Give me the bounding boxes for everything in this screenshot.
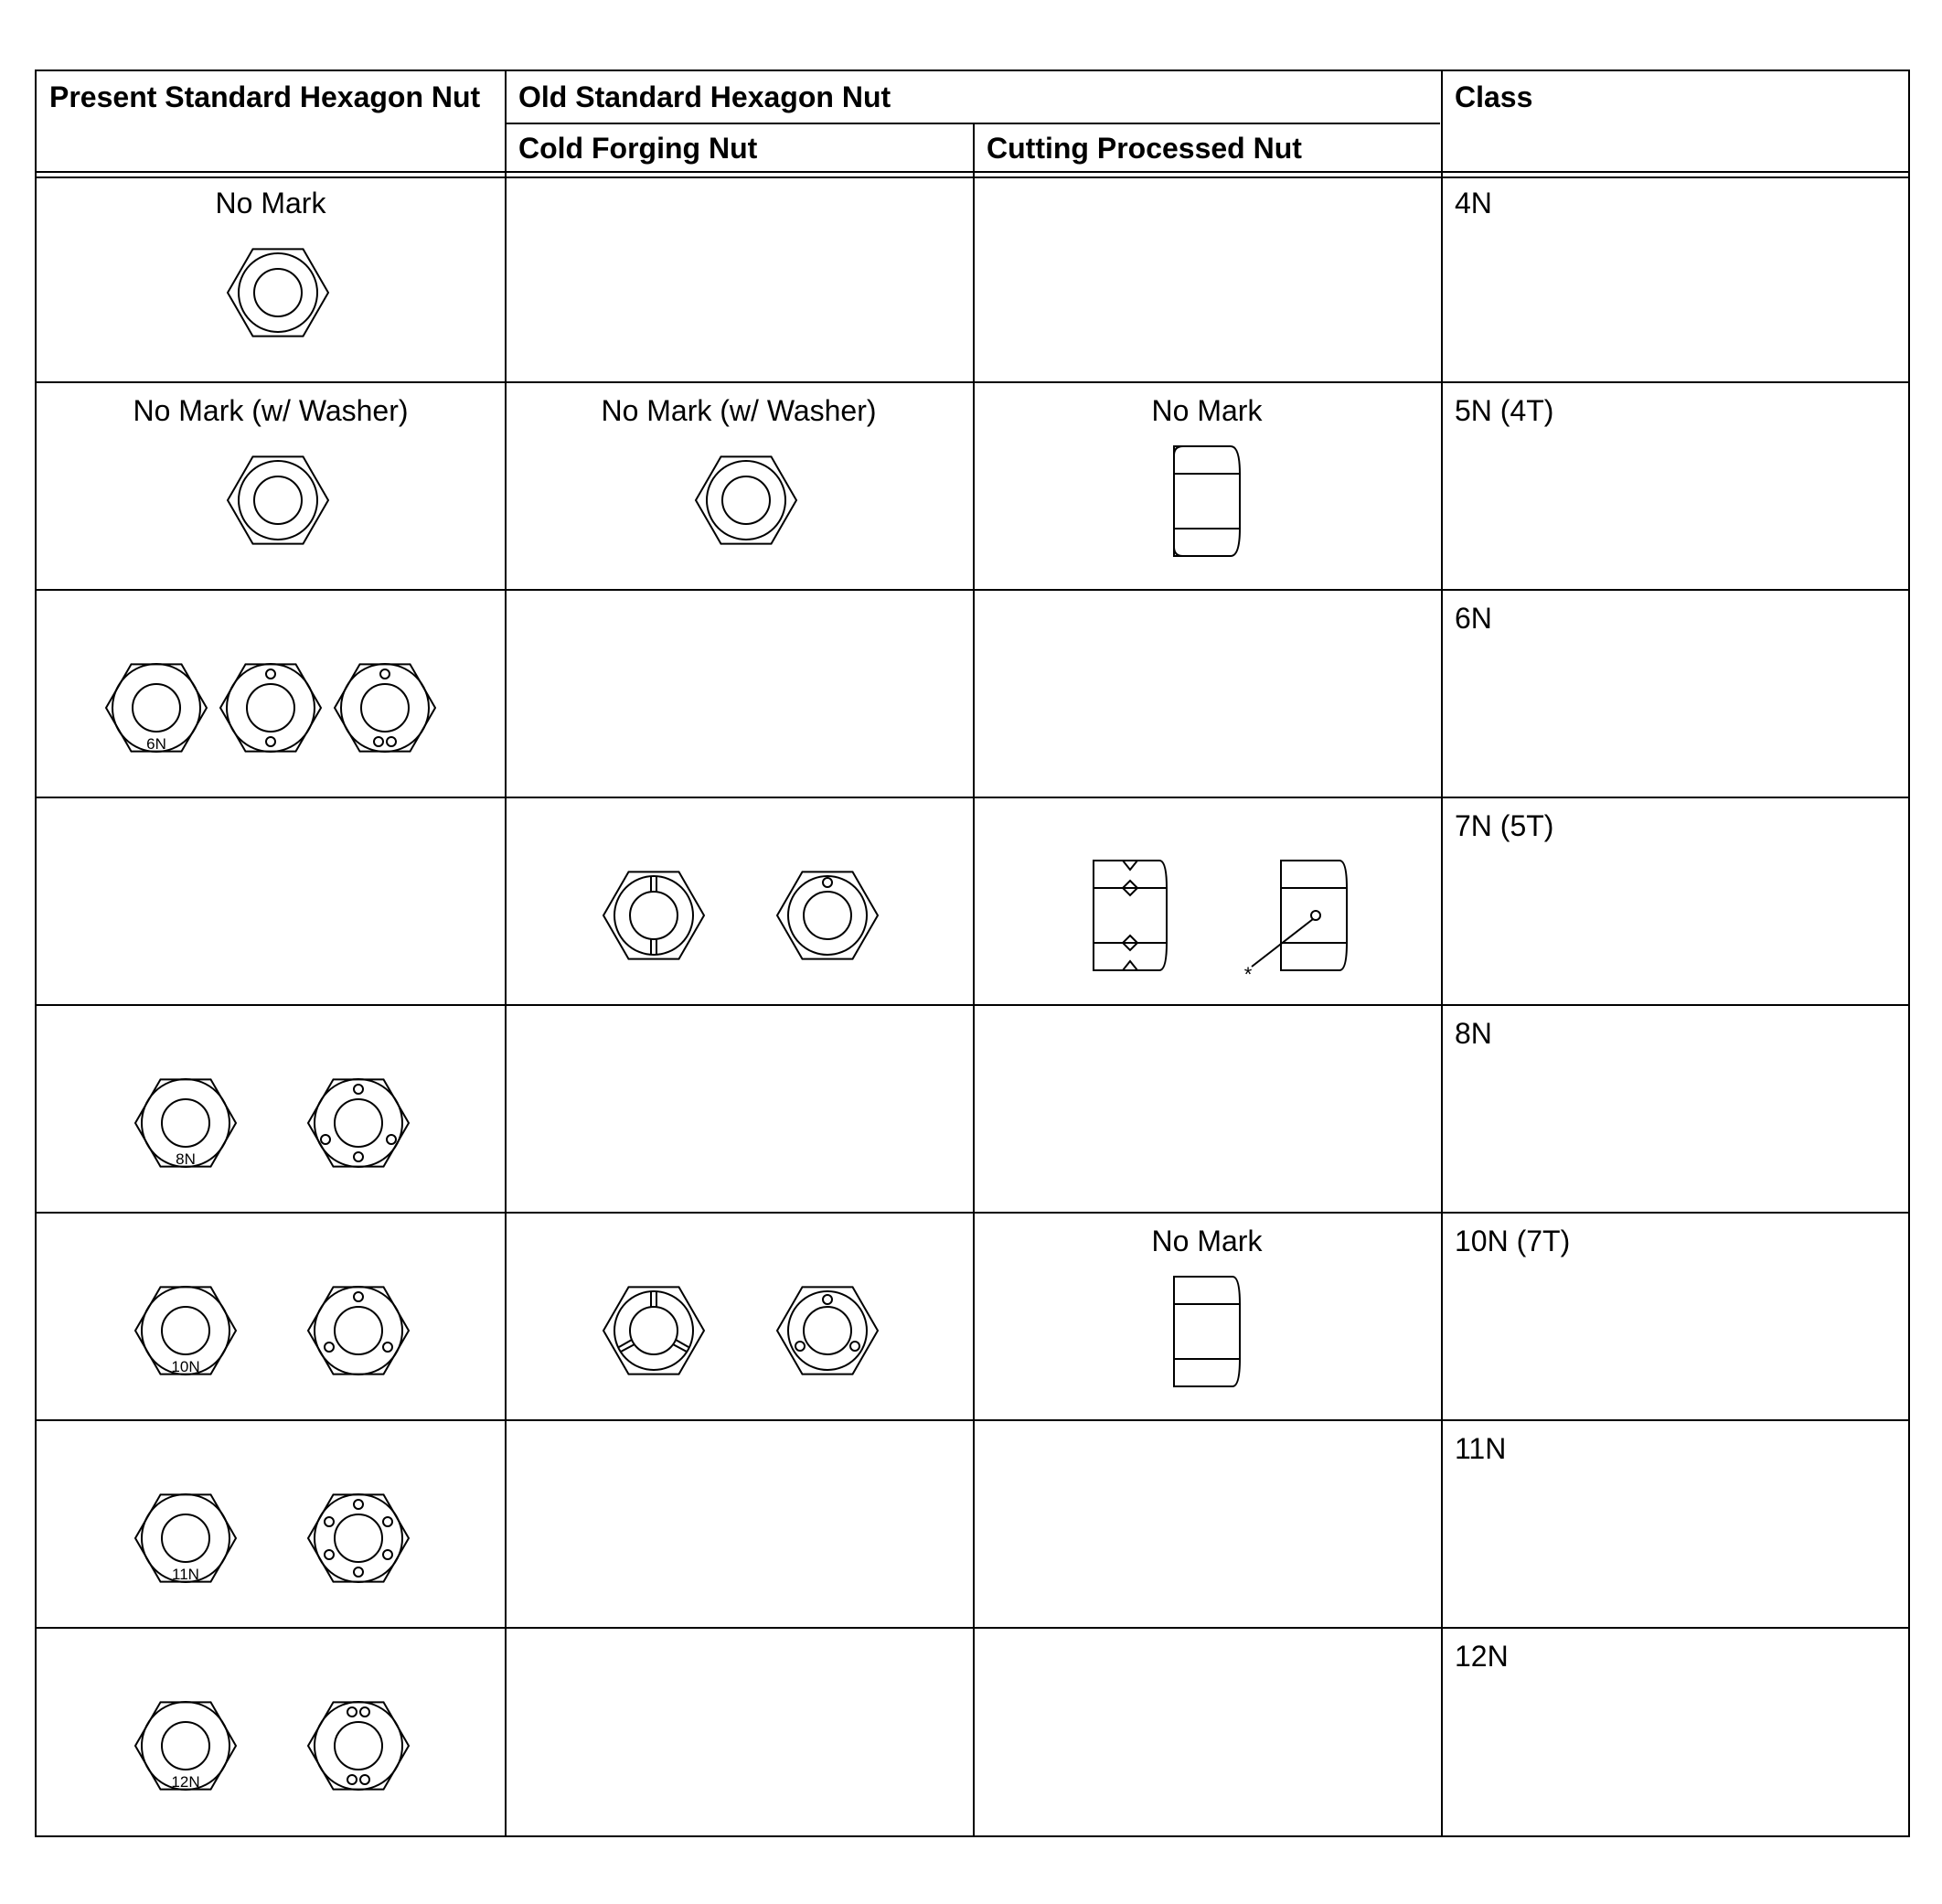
header-present-standard: Present Standard Hexagon Nut xyxy=(49,80,481,113)
hex-nut-three-dots-triangle-icon xyxy=(304,1276,413,1385)
column-divider xyxy=(973,123,975,1835)
hex-nut-four-dots-icon xyxy=(304,1068,413,1178)
class-7n-5t: 7N (5T) xyxy=(1455,809,1554,842)
no-mark-washer-label: No Mark (w/ Washer) xyxy=(601,394,877,427)
class-11n: 11N xyxy=(1455,1432,1507,1465)
nut-mark-12n: 12N xyxy=(171,1773,200,1791)
header-old-standard: Old Standard Hexagon Nut xyxy=(518,80,891,113)
header-cold-forging: Cold Forging Nut xyxy=(518,132,758,165)
header-cutting-processed: Cutting Processed Nut xyxy=(987,132,1302,165)
no-mark-label: No Mark xyxy=(215,187,326,219)
nut-mark-8n: 8N xyxy=(176,1150,196,1168)
nut-side-punch-mark-icon xyxy=(1230,858,1376,986)
callout-asterisk: * xyxy=(1243,963,1253,986)
hex-nut-washer-icon xyxy=(691,445,801,555)
hex-nut-11n-mark-icon xyxy=(131,1483,240,1593)
column-divider xyxy=(505,71,507,1835)
hex-nut-8n-mark-icon xyxy=(131,1068,240,1178)
hex-nut-six-dots-icon xyxy=(304,1483,413,1593)
nut-class-table xyxy=(35,70,1910,1837)
hex-nut-side-view-icon xyxy=(1165,443,1249,560)
hex-nut-plain-icon xyxy=(223,238,333,348)
nut-mark-6n: 6N xyxy=(146,735,166,753)
header-class: Class xyxy=(1455,80,1533,113)
hex-nut-washer-icon xyxy=(223,445,333,555)
class-5n-4t: 5N (4T) xyxy=(1455,394,1554,427)
hex-nut-one-dot-icon xyxy=(773,861,882,970)
hex-nut-6n-mark-icon xyxy=(101,653,211,763)
hex-nut-three-grooves-icon xyxy=(599,1276,709,1385)
class-4n: 4N xyxy=(1455,187,1492,219)
no-mark-label: No Mark xyxy=(1151,394,1263,427)
class-6n: 6N xyxy=(1455,602,1492,635)
hex-nut-groove-icon xyxy=(599,861,709,970)
nut-mark-10n: 10N xyxy=(171,1358,200,1375)
class-10n-7t: 10N (7T) xyxy=(1455,1225,1571,1257)
hex-nut-12n-mark-icon xyxy=(131,1691,240,1801)
nut-mark-11n: 11N xyxy=(172,1566,199,1583)
hex-nut-10n-mark-icon xyxy=(131,1276,240,1385)
class-8n: 8N xyxy=(1455,1017,1492,1050)
hex-nut-three-dots-triangle-icon xyxy=(773,1276,882,1385)
nut-side-notch-icon xyxy=(1084,858,1176,973)
hex-nut-side-view-icon xyxy=(1168,1273,1245,1390)
class-12n: 12N xyxy=(1455,1640,1509,1673)
no-mark-label: No Mark xyxy=(1151,1225,1263,1257)
hex-nut-four-dots-pairs-icon xyxy=(304,1691,413,1801)
hex-nut-three-dots-icon xyxy=(330,653,440,763)
column-divider xyxy=(1441,71,1443,1835)
no-mark-washer-label: No Mark (w/ Washer) xyxy=(133,394,409,427)
hex-nut-two-dots-icon xyxy=(216,653,325,763)
